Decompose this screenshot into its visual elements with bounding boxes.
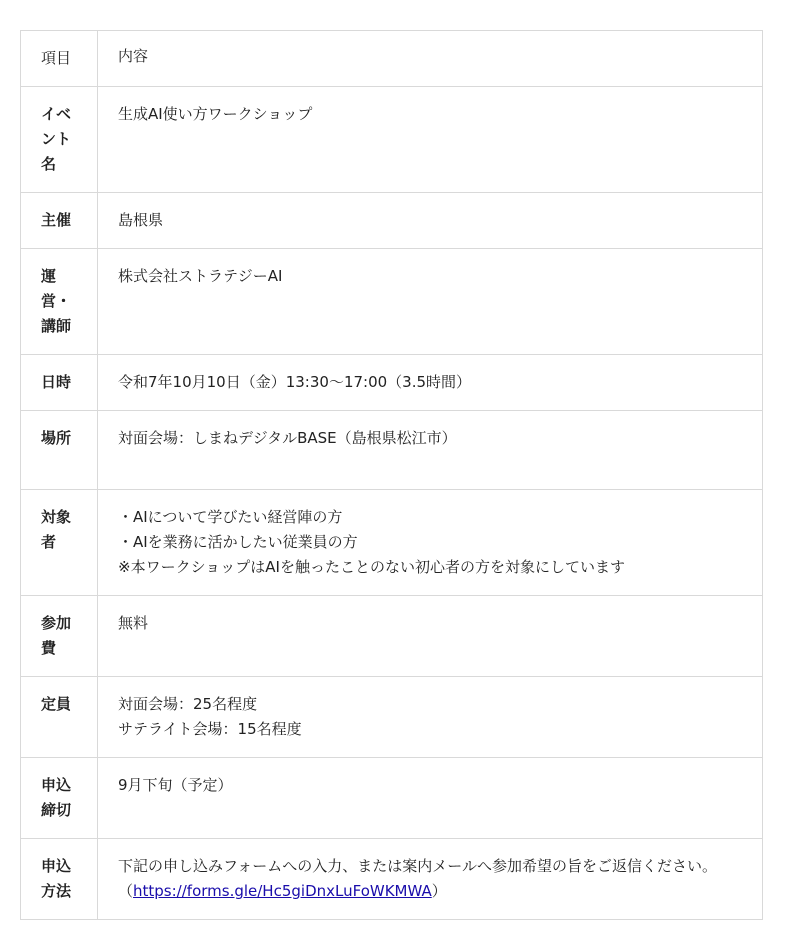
organizer-label-cell	[21, 193, 98, 249]
event-name-label: イベント名	[41, 105, 72, 173]
table-row-deadline	[21, 758, 763, 839]
header-value: 内容	[118, 47, 149, 65]
deadline-value: 9月下旬（予定）	[118, 776, 233, 794]
table-header-row	[21, 31, 763, 87]
organizer-value-cell	[98, 193, 763, 249]
table-row-operator	[21, 249, 763, 355]
apply-label-cell	[21, 839, 98, 920]
table-row-place	[21, 411, 763, 490]
operator-value-cell	[98, 249, 763, 355]
header-label: 項目	[41, 49, 72, 67]
application-form-link[interactable]: https://forms.gle/Hc5giDnxLuFoWKMWA	[133, 882, 432, 900]
place-value: 対面会場：しまねデジタルBASE（島根県松江市）	[118, 429, 457, 447]
operator-value: 株式会社ストラテジーAI	[118, 267, 283, 285]
fee-value-cell	[98, 596, 763, 677]
fee-label: 参加費	[41, 614, 72, 657]
table-row-target	[21, 490, 763, 596]
event-name-value: 生成AI使い方ワークショップ	[118, 105, 313, 123]
target-label-cell	[21, 490, 98, 596]
capacity-label-cell	[21, 677, 98, 758]
apply-description	[118, 854, 742, 904]
target-line-note: ※本ワークショップはAIを触ったことのない初心者の方を対象にしています	[118, 558, 625, 576]
target-value-cell	[98, 490, 763, 596]
deadline-value-cell	[98, 758, 763, 839]
table-row-capacity	[21, 677, 763, 758]
place-label-cell	[21, 411, 98, 490]
target-line-employees: ・AIを業務に活かしたい従業員の方	[118, 533, 358, 551]
place-label: 場所	[41, 429, 72, 447]
table-row-fee	[21, 596, 763, 677]
fee-label-cell	[21, 596, 98, 677]
table-row-event-name	[21, 87, 763, 193]
datetime-label-cell	[21, 355, 98, 411]
deadline-label-cell	[21, 758, 98, 839]
header-value-cell	[98, 31, 763, 87]
apply-value-cell	[98, 839, 763, 920]
deadline-label: 申込締切	[41, 776, 72, 819]
organizer-value: 島根県	[118, 211, 164, 229]
datetime-value: 令和7年10月10日（金）13:30〜17:00（3.5時間）	[118, 373, 472, 391]
event-info-table	[20, 30, 763, 920]
capacity-label: 定員	[41, 695, 72, 713]
apply-text-before: 下記の申し込みフォームへの入力、または案内メールへ参加希望の旨をご返信ください。（	[118, 857, 717, 900]
operator-label: 運営・講師	[41, 267, 72, 335]
apply-label: 申込方法	[41, 857, 72, 900]
table-row-datetime	[21, 355, 763, 411]
header-label-cell	[21, 31, 98, 87]
target-line-executives: ・AIについて学びたい経営陣の方	[118, 508, 343, 526]
place-value-cell	[98, 411, 763, 490]
apply-text-after: ）	[431, 882, 447, 900]
event-name-value-cell	[98, 87, 763, 193]
capacity-line-onsite: 対面会場：25名程度	[118, 695, 258, 713]
organizer-label: 主催	[41, 211, 72, 229]
datetime-value-cell	[98, 355, 763, 411]
capacity-value-cell	[98, 677, 763, 758]
fee-value: 無料	[118, 614, 149, 632]
datetime-label: 日時	[41, 373, 72, 391]
target-label: 対象者	[41, 508, 72, 551]
operator-label-cell	[21, 249, 98, 355]
event-name-label-cell	[21, 87, 98, 193]
capacity-line-satellite: サテライト会場：15名程度	[118, 720, 302, 738]
table-row-apply	[21, 839, 763, 920]
table-row-organizer	[21, 193, 763, 249]
